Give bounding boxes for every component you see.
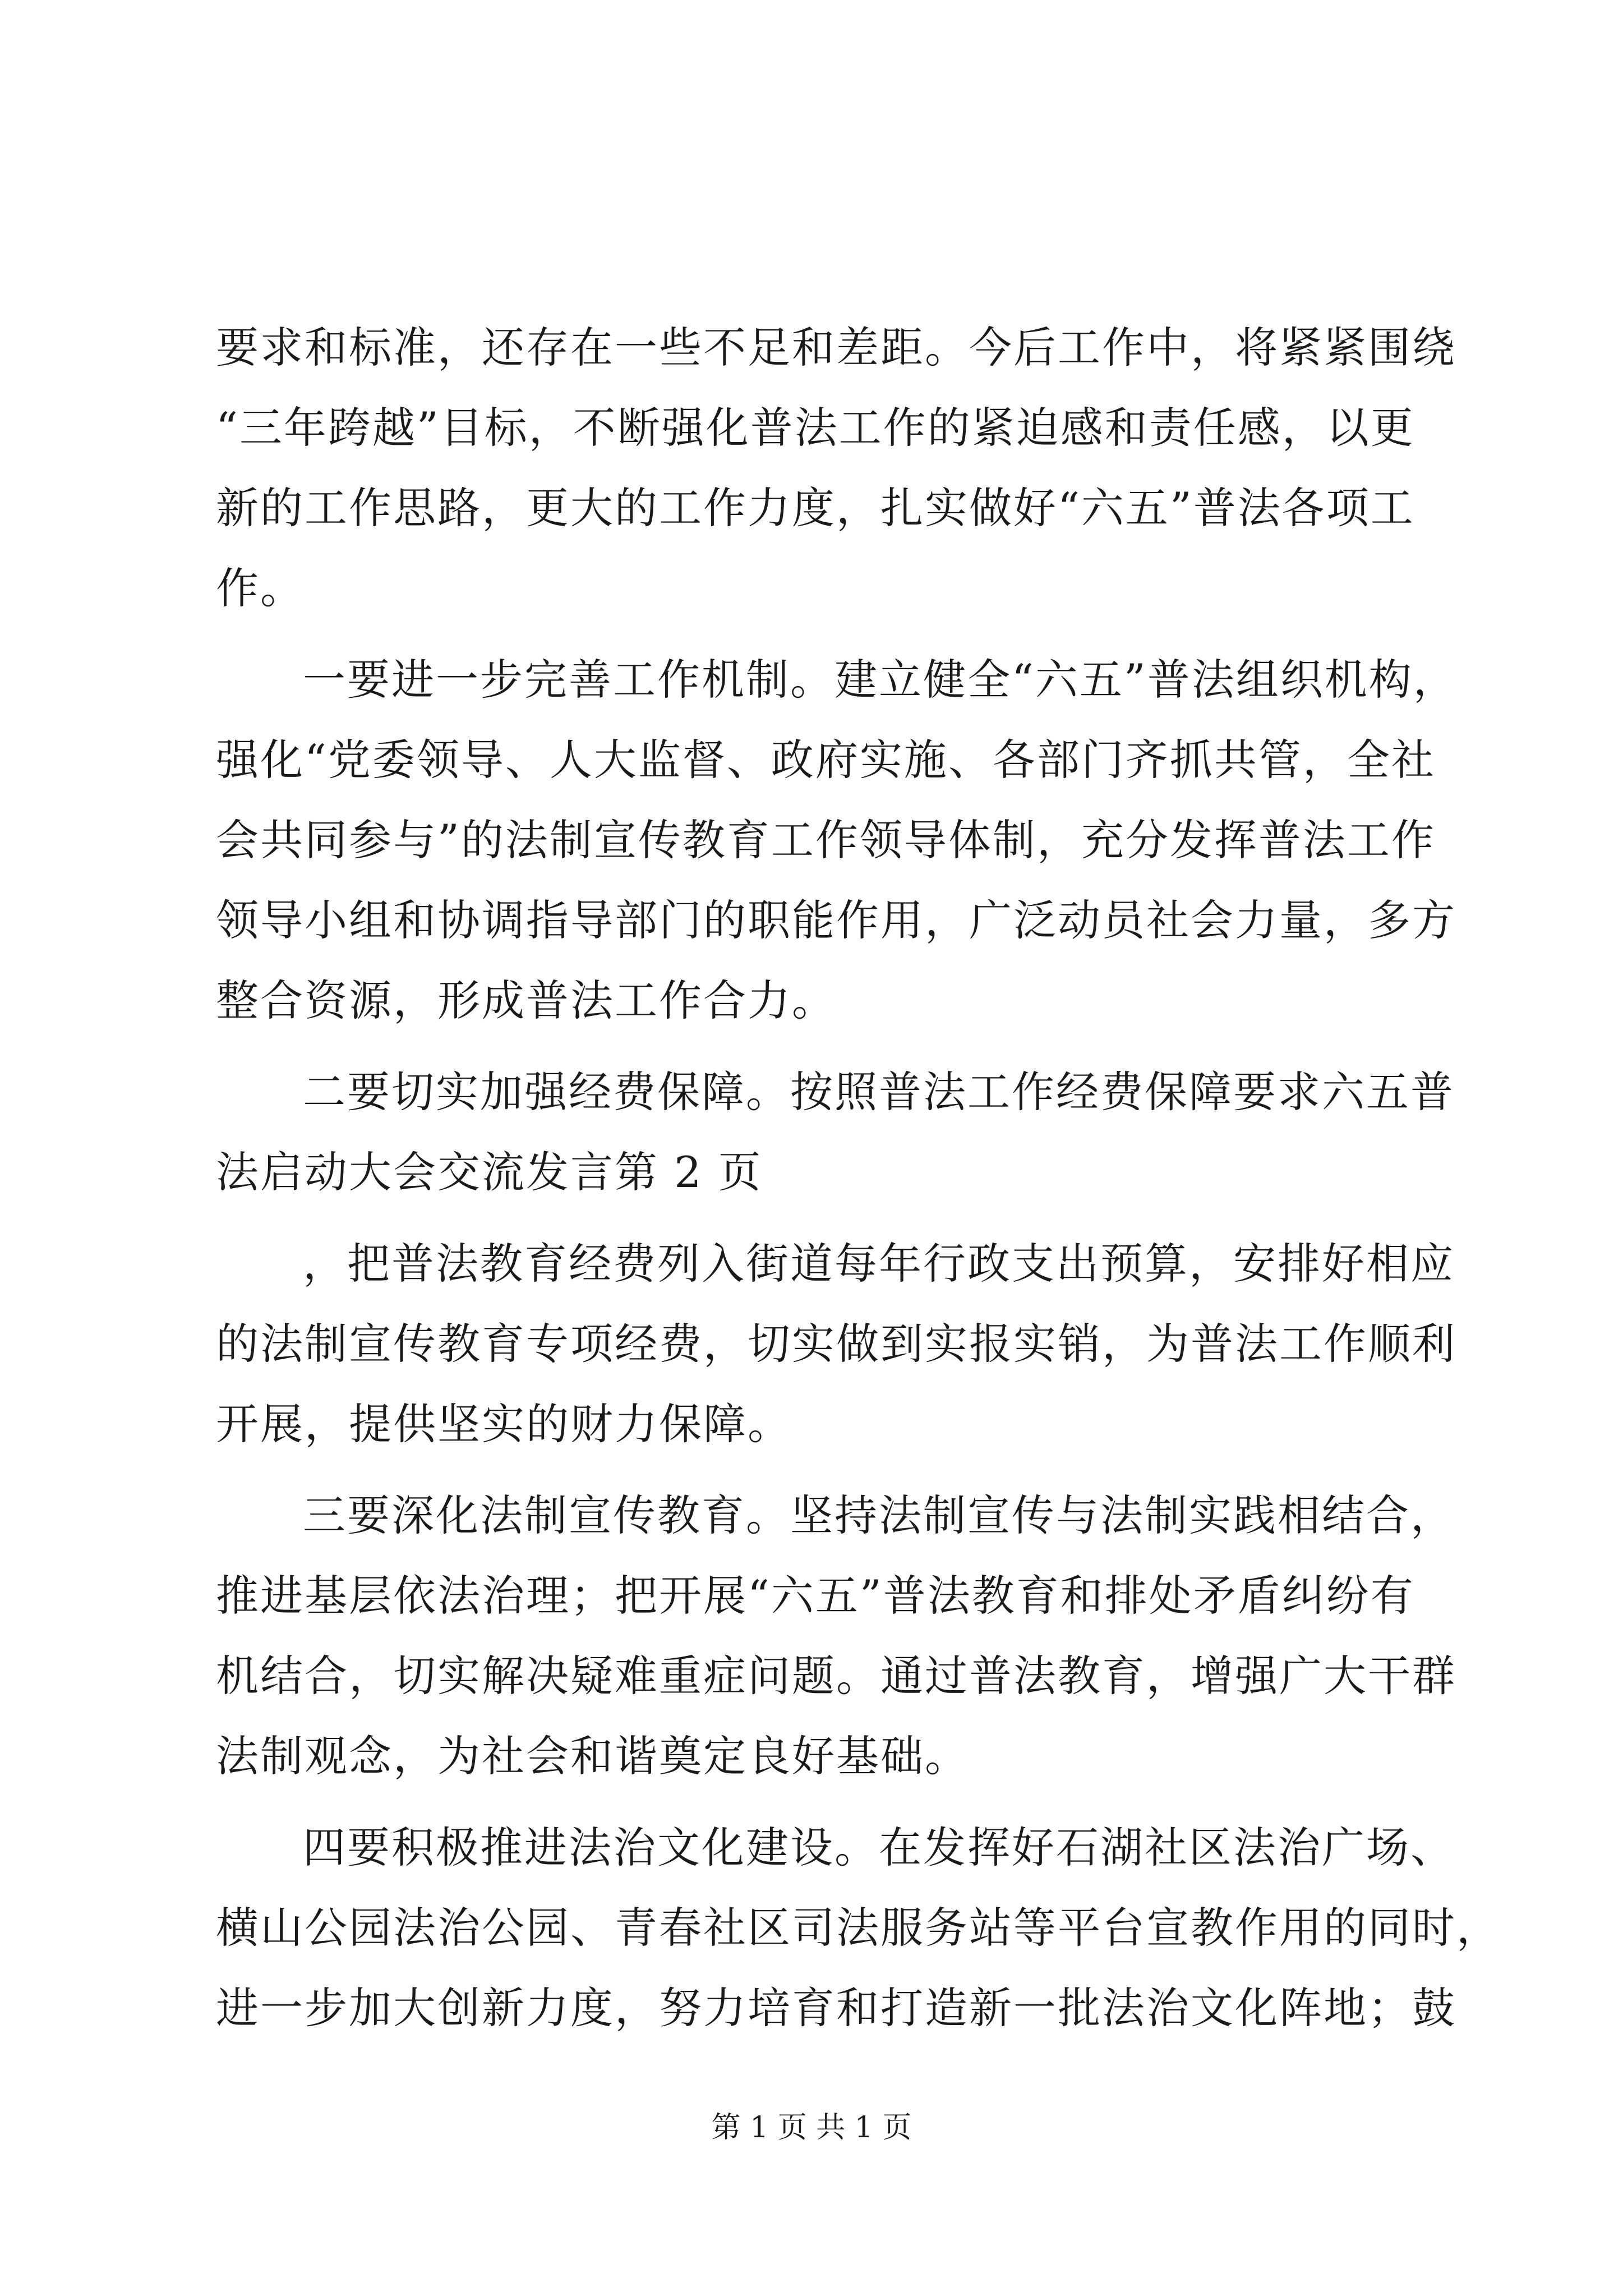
text-line: 二要切实加强经费保障。按照普法工作经费保障要求六五普 [303, 1067, 1455, 1117]
paragraph [216, 307, 1456, 628]
text-line: 法启动大会交流发言第 2 页 [216, 1147, 763, 1197]
text-line: 三要深化法制宣传教育。坚持法制宣传与法制实践相结合， [303, 1490, 1455, 1540]
text-line: 开展，提供坚实的财力保障。 [216, 1399, 792, 1449]
paragraph [216, 1807, 1501, 2048]
text-line: 作。 [216, 563, 305, 613]
text-line: 机结合，切实解决疑难重症问题。通过普法教育，增强广大干群 [216, 1651, 1456, 1701]
text-line: 强化“党委领导、人大监督、政府实施、各部门齐抓共管，全社 [216, 735, 1436, 785]
text-line: 要求和标准，还存在一些不足和差距。今后工作中，将紧紧围绕 [216, 323, 1456, 372]
text-line: 一要进一步完善工作机制。建立健全“六五”普法组织机构， [303, 655, 1458, 705]
text-line: 会共同参与”的法制宣传教育工作领导体制，充分发挥普法工作 [216, 815, 1436, 865]
page-footer: 第 1 页 共 1 页 [711, 2111, 912, 2145]
document-body [216, 307, 1501, 2048]
paragraph [216, 639, 1458, 1041]
text-line: 整合资源，形成普法工作合力。 [216, 976, 836, 1025]
text-line: 的法制宣传教育专项经费，切实做到实报实销，为普法工作顺利 [216, 1319, 1456, 1369]
text-line: 推进基层依法治理；把开展“六五”普法教育和排处矛盾纠纷有 [216, 1571, 1415, 1621]
paragraph [216, 1052, 1455, 1212]
text-line: 进一步加大创新力度，努力培育和打造新一批法治文化阵地；鼓 [216, 1983, 1456, 2033]
text-line: 新的工作思路，更大的工作力度，扎实做好“六五”普法各项工 [216, 483, 1415, 533]
paragraph [216, 1223, 1456, 1464]
text-line: 四要积极推进法治文化建设。在发挥好石湖社区法治广场、 [303, 1823, 1455, 1872]
text-line: 领导小组和协调指导部门的职能作用，广泛动员社会力量，多方 [216, 895, 1456, 945]
text-line: 法制观念，为社会和谐奠定良好基础。 [216, 1731, 969, 1781]
text-line: “三年跨越”目标，不断强化普法工作的紧迫感和责任感，以更 [216, 403, 1415, 453]
text-line: ，把普法教育经费列入街道每年行政支出预算，安排好相应 [303, 1239, 1455, 1289]
paragraph [216, 1475, 1456, 1796]
text-line: 横山公园法治公园、青春社区司法服务站等平台宣教作用的同时， [216, 1903, 1501, 1953]
